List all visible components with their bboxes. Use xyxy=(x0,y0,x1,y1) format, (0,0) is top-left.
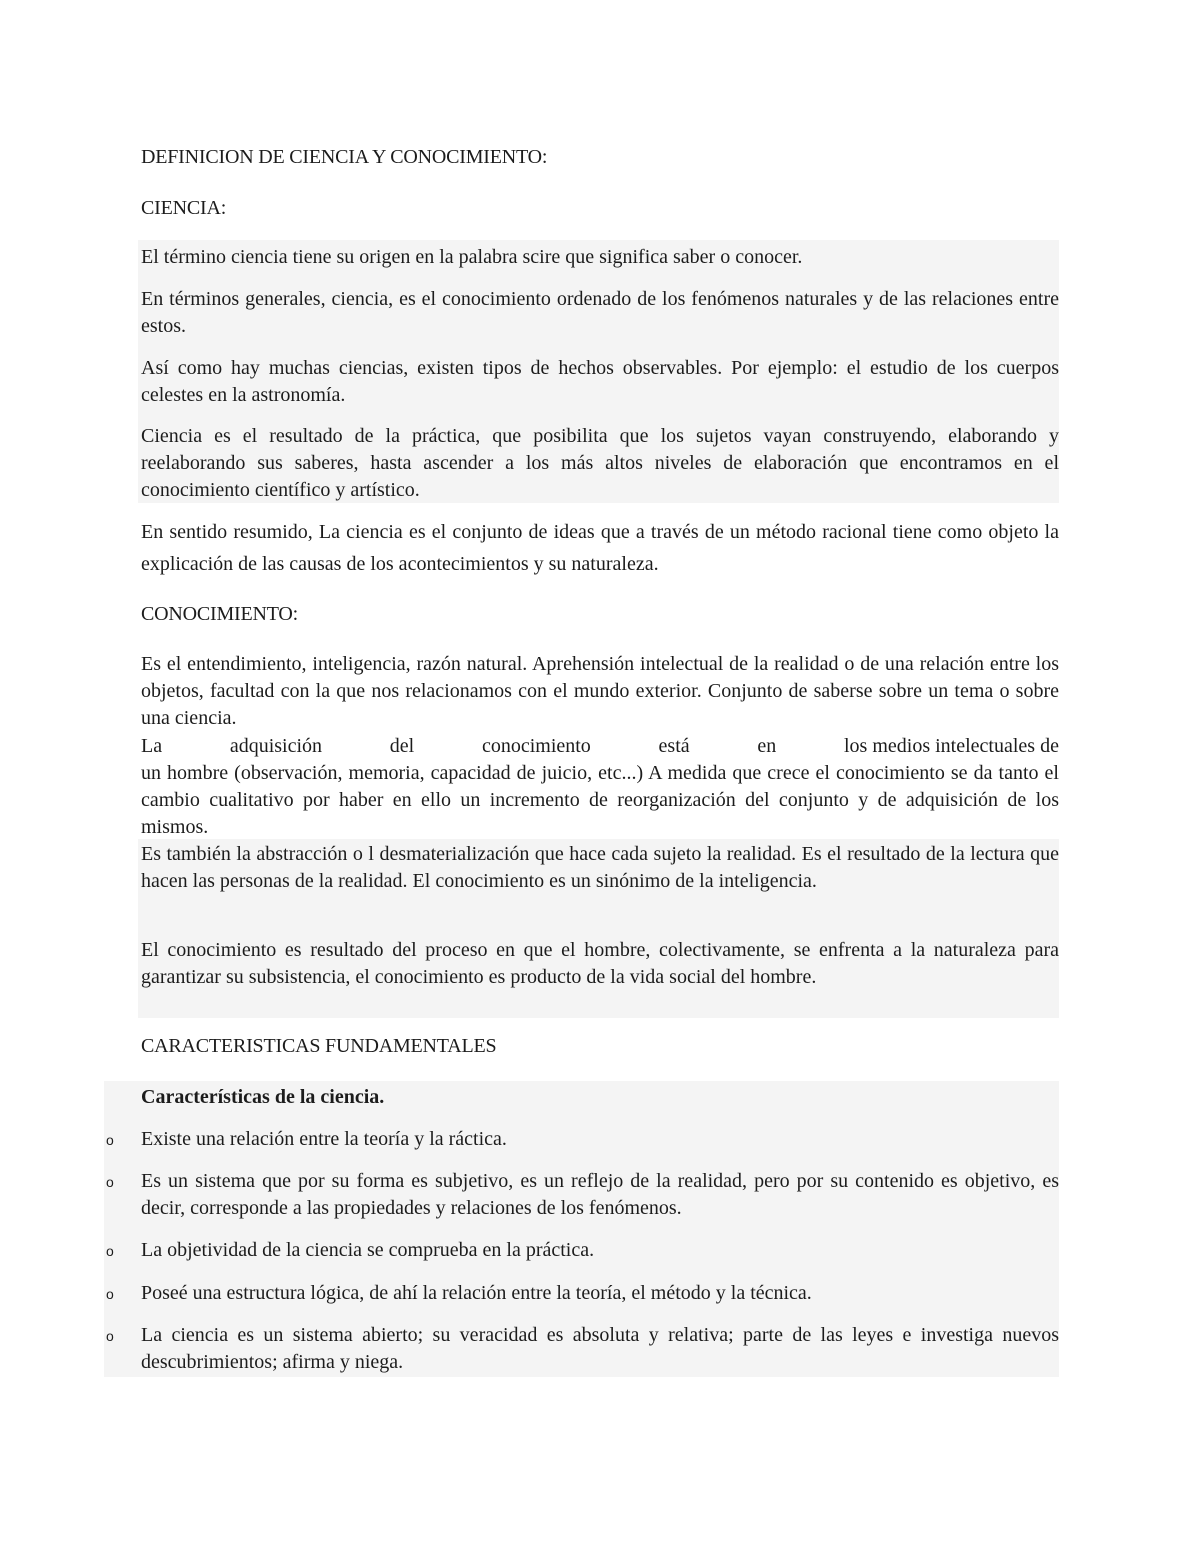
page-title: DEFINICION DE CIENCIA Y CONOCIMIENTO: xyxy=(141,146,548,168)
bullet-marker: o xyxy=(106,1243,114,1259)
list-item: La ciencia es un sistema abierto; su veracidad es absoluta y relativa; parte de las leyes e investiga nuevos descubrimientos; afirma y niega. xyxy=(141,1324,1059,1373)
word: La xyxy=(141,735,163,757)
bullet-marker: o xyxy=(106,1286,114,1302)
conocimiento-heading: CONOCIMIENTO: xyxy=(141,603,299,625)
bullet-marker: o xyxy=(106,1328,114,1344)
caracteristicas-heading: CARACTERISTICAS FUNDAMENTALES xyxy=(141,1035,497,1057)
ciencia-heading: CIENCIA: xyxy=(141,197,227,219)
conocimiento-paragraph-3: Es también la abstracción o l desmaterialización que hace cada sujeto la realidad. Es el resultado de la lectura que hacen las personas de la realidad. El conocimiento es un sinónimo de la inteligencia. xyxy=(141,843,1059,892)
ciencia-paragraph-2: En términos generales, ciencia, es el conocimiento ordenado de los fenómenos naturales y de las relaciones entre estos. xyxy=(141,288,1059,337)
word: los medios intelectuales de xyxy=(844,735,1059,757)
bullet-marker: o xyxy=(106,1174,114,1190)
bullet-marker: o xyxy=(106,1132,114,1148)
conocimiento-paragraph-1: Es el entendimiento, inteligencia, razón natural. Aprehensión intelectual de la realidad o de una relación entre los objetos, facultad con la que nos relacionamos con el mundo exterior. Conjunto de saberse sobre un tema o sobre una ciencia. xyxy=(141,653,1059,729)
word: está xyxy=(658,735,690,757)
conocimiento-paragraph-2 xyxy=(141,733,1059,841)
ciencia-paragraph-5: En sentido resumido, La ciencia es el conjunto de ideas que a través de un método racional tiene como objeto la explicación de las causas de los acontecimientos y su naturaleza. xyxy=(141,521,1059,575)
list-item: Existe una relación entre la teoría y la ráctica. xyxy=(141,1128,507,1150)
conocimiento-paragraph-4: El conocimiento es resultado del proceso en que el hombre, colectivamente, se enfrenta a la naturaleza para garantizar su subsistencia, el conocimiento es producto de la vida social del hombre. xyxy=(141,939,1059,988)
ciencia-paragraph-3: Así como hay muchas ciencias, existen tipos de hechos observables. Por ejemplo: el estudio de los cuerpos celestes en la astronomía. xyxy=(141,357,1059,406)
ciencia-paragraph-4: Ciencia es el resultado de la práctica, que posibilita que los sujetos vayan construyendo, elaborando y reelaborando sus saberes, hasta ascender a los más altos niveles de elaboración que encontramos en el conocimiento científico y artístico. xyxy=(141,425,1059,501)
list-item: Es un sistema que por su forma es subjetivo, es un reflejo de la realidad, pero por su contenido es objetivo, es decir, corresponde a las propiedades y relaciones de los fenómenos. xyxy=(141,1170,1059,1219)
word: en xyxy=(757,735,777,757)
word: adquisición xyxy=(229,735,323,757)
list-item: Poseé una estructura lógica, de ahí la relación entre la teoría, el método y la técnica. xyxy=(141,1282,812,1304)
word: conocimiento xyxy=(481,735,591,757)
conocimiento-paragraph-2-first-line xyxy=(141,733,1059,760)
conocimiento-paragraph-2-rest: un hombre (observación, memoria, capacidad de juicio, etc...) A medida que crece el conocimiento se da tanto el cambio cualitativo por haber en ello un incremento de reorganización del conjunto y de adquisición de los mismos. xyxy=(141,762,1059,838)
caracteristicas-subheading: Características de la ciencia. xyxy=(141,1086,385,1108)
ciencia-paragraph-1: El término ciencia tiene su origen en la palabra scire que significa saber o conocer. xyxy=(141,246,803,268)
list-item: La objetividad de la ciencia se comprueba en la práctica. xyxy=(141,1239,595,1261)
word: del xyxy=(389,735,415,757)
